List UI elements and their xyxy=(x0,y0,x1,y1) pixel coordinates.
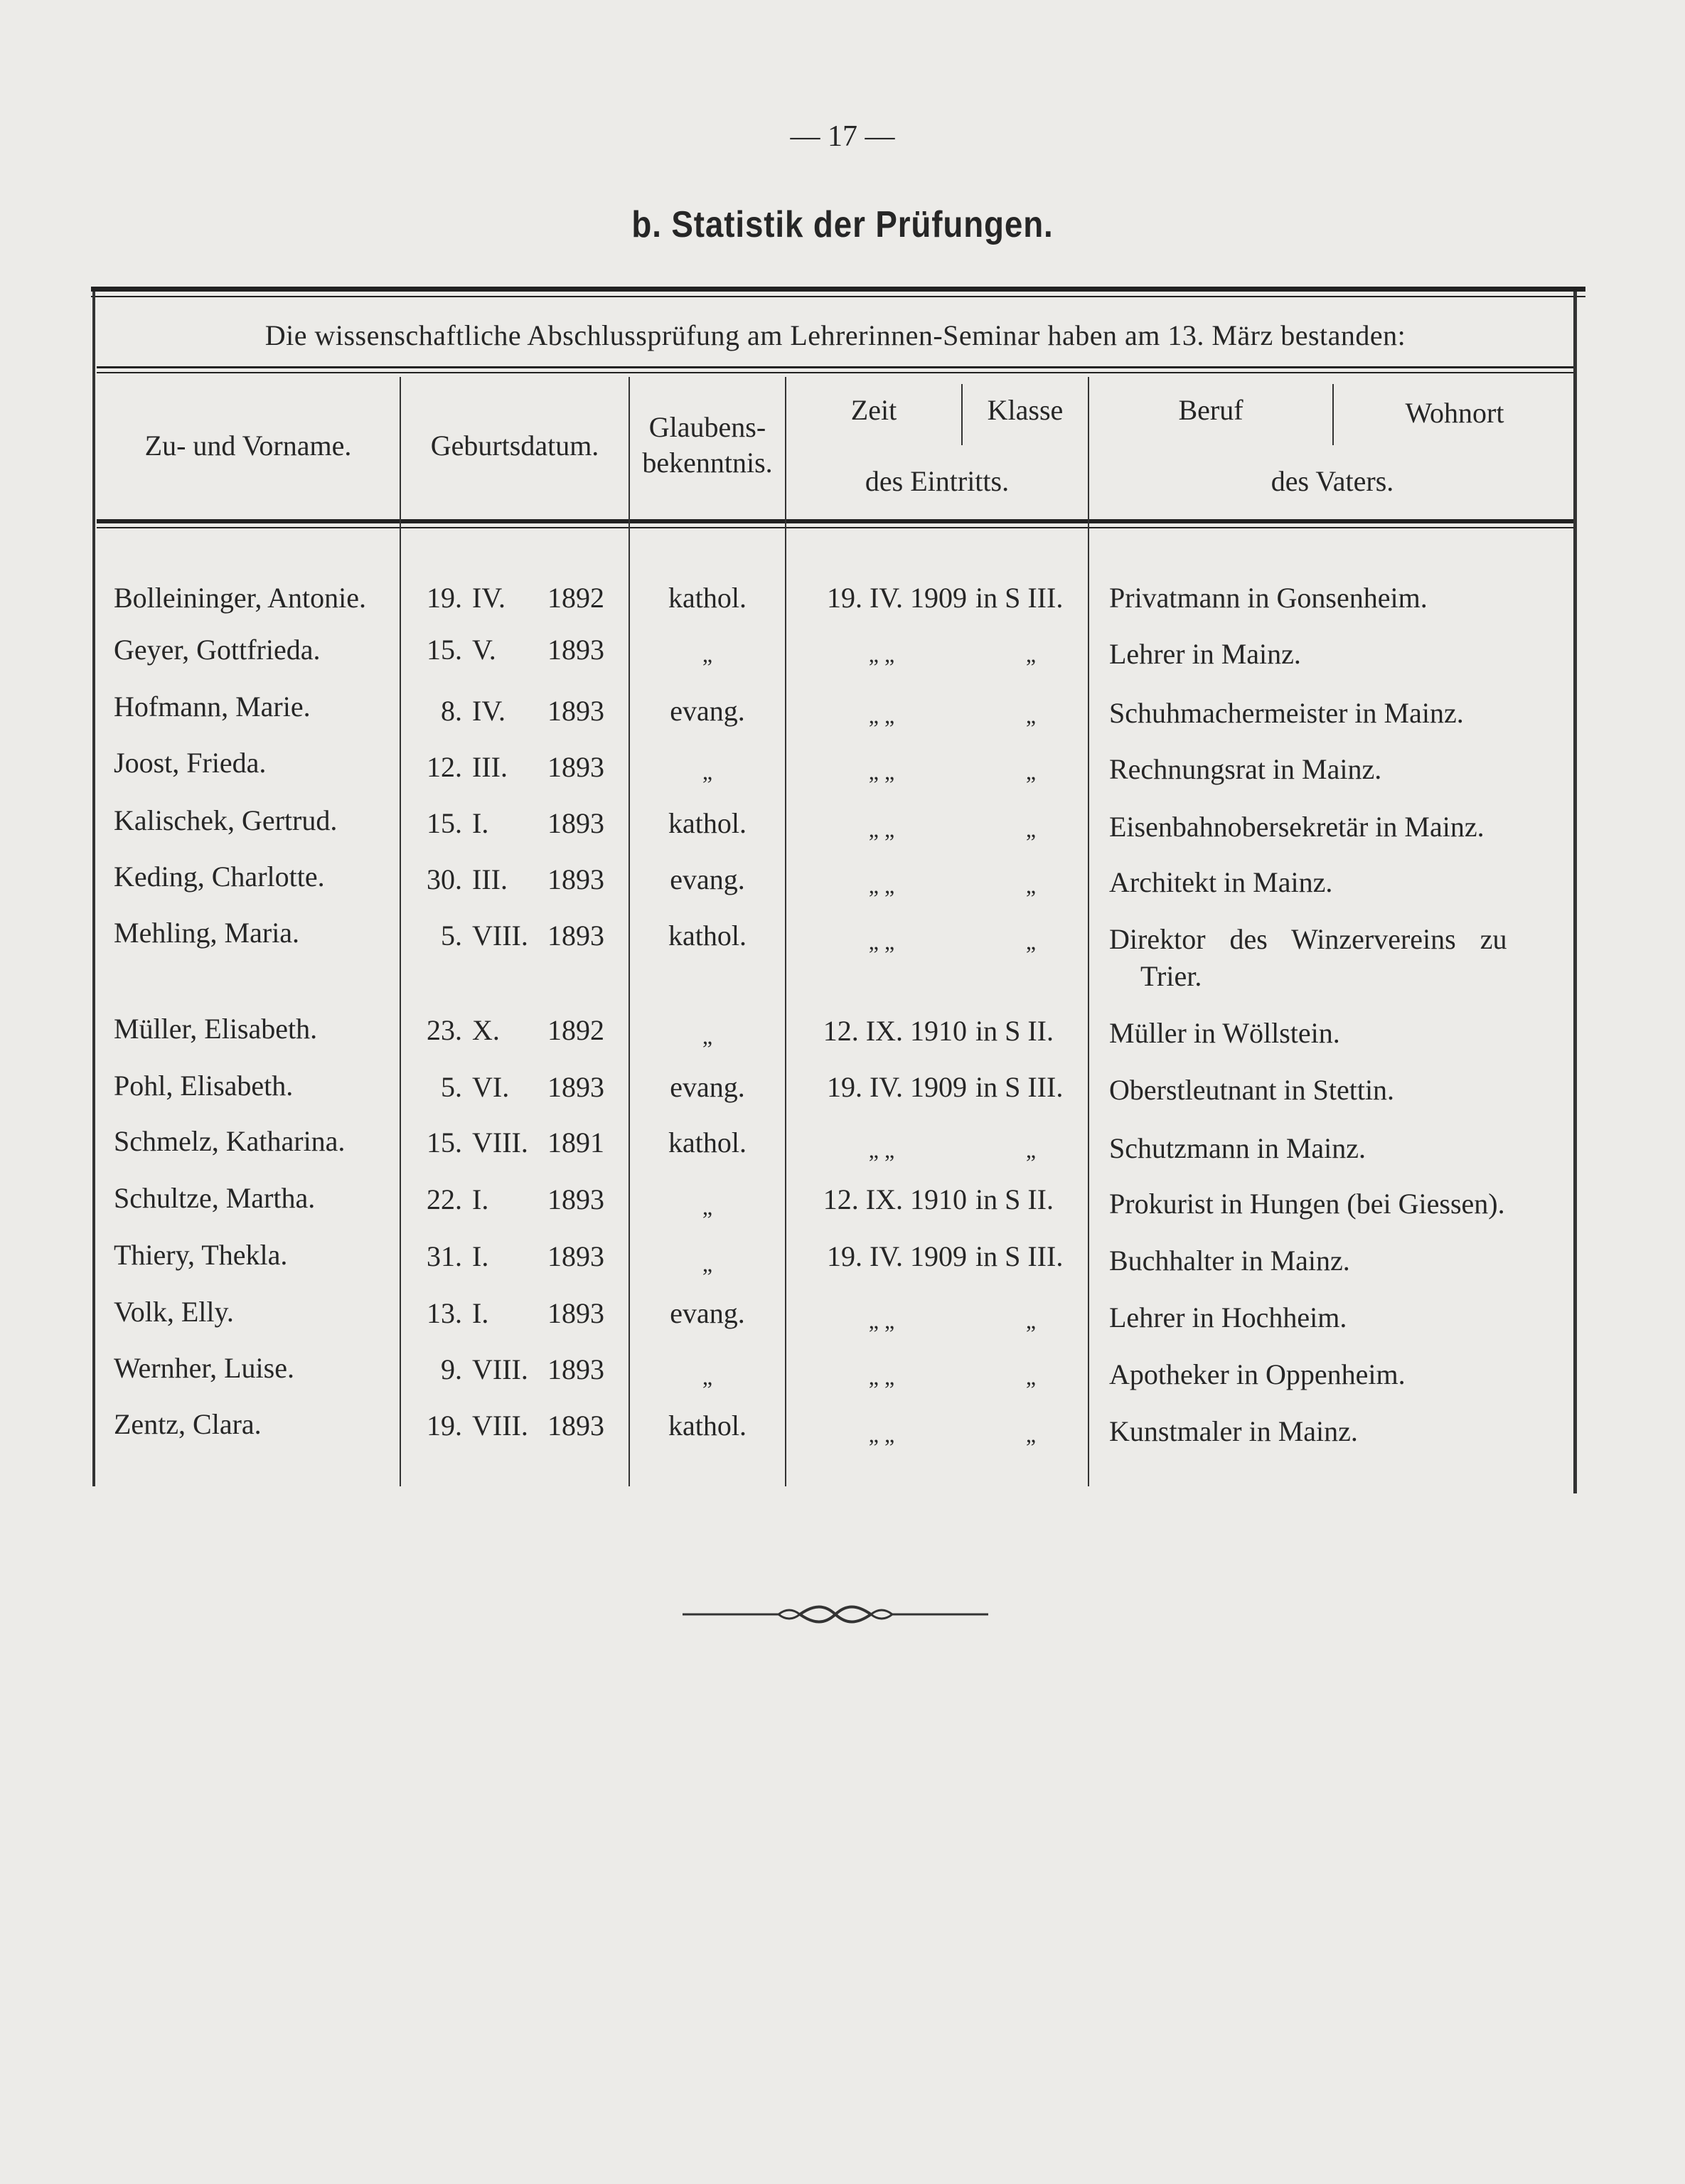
religion: kathol. xyxy=(668,807,747,839)
table-left-border xyxy=(92,292,95,1486)
birth-month: VIII. xyxy=(472,1126,528,1158)
ornament-rule-icon xyxy=(683,1599,988,1627)
student-name: Kalischek, Gertrud. xyxy=(114,804,338,836)
father-occupation-residence: Oberstleutnant in Stettin. xyxy=(1109,1074,1395,1106)
entry-class: „ xyxy=(1025,641,1037,667)
column-divider-religion xyxy=(785,377,786,1486)
header-zeit: Zeit xyxy=(850,394,897,426)
religion: kathol. xyxy=(668,582,747,614)
header-beruf: Beruf xyxy=(1178,394,1243,426)
birth-day: 8. xyxy=(441,695,462,727)
page-number: — 17 — xyxy=(790,120,895,153)
entry-date: „ „ xyxy=(868,1422,895,1447)
father-occupation-residence: Eisenbahnobersekretär in Mainz. xyxy=(1109,811,1485,843)
entry-class: „ xyxy=(1025,703,1037,728)
student-name: Mehling, Maria. xyxy=(114,917,300,949)
birth-month: III. xyxy=(472,863,508,895)
father-occupation-residence: Kunstmaler in Mainz. xyxy=(1109,1415,1358,1447)
student-name: Pohl, Elisabeth. xyxy=(114,1070,294,1102)
religion: kathol. xyxy=(668,920,747,952)
student-name: Keding, Charlotte. xyxy=(114,861,325,893)
birth-month: I. xyxy=(472,1183,489,1215)
table-top-rule-thin xyxy=(91,296,1585,297)
birth-day: 13. xyxy=(427,1297,462,1329)
entry-class: „ xyxy=(1025,816,1037,842)
birth-day: 30. xyxy=(427,863,462,895)
student-name: Geyer, Gottfrieda. xyxy=(114,634,321,666)
entry-class: in S III. xyxy=(975,582,1064,614)
birth-month: III. xyxy=(472,751,508,783)
caption-rule-2 xyxy=(97,372,1576,373)
entry-class: „ xyxy=(1025,1137,1037,1163)
birth-year: 1893 xyxy=(547,1297,604,1329)
birth-day: 19. xyxy=(427,582,462,614)
father-occupation-residence xyxy=(1109,923,1557,956)
entry-date: „ „ xyxy=(868,1364,895,1390)
birth-year: 1893 xyxy=(547,1240,604,1272)
religion: „ xyxy=(702,641,713,667)
entry-class: in S II. xyxy=(975,1183,1054,1215)
father-occupation-residence: Lehrer in Hochheim. xyxy=(1109,1301,1347,1333)
birth-year: 1893 xyxy=(547,1410,604,1442)
birth-year: 1893 xyxy=(547,695,604,727)
birth-day: 5. xyxy=(441,1071,462,1103)
header-rule-thick xyxy=(97,519,1576,523)
header-eintritt: des Eintritts. xyxy=(865,465,1010,497)
student-name: Zentz, Clara. xyxy=(114,1408,262,1440)
student-name: Bolleininger, Antonie. xyxy=(114,582,367,614)
birth-day: 15. xyxy=(427,634,462,666)
entry-date: 19. IV. 1909 xyxy=(826,1071,967,1103)
birth-day: 23. xyxy=(427,1014,462,1046)
entry-class: „ xyxy=(1025,1308,1037,1333)
student-name: Thiery, Thekla. xyxy=(114,1239,288,1271)
entry-date: „ „ xyxy=(868,1137,895,1163)
student-name: Schultze, Martha. xyxy=(114,1182,316,1214)
student-name: Wernher, Luise. xyxy=(114,1352,294,1384)
birth-month: VIII. xyxy=(472,1410,528,1442)
birth-day: 22. xyxy=(427,1183,462,1215)
end-ornament xyxy=(683,1599,988,1631)
birth-year: 1892 xyxy=(547,1014,604,1046)
entry-date: 12. IX. 1910 xyxy=(823,1183,967,1215)
father-occupation-residence: Privatmann in Gonsenheim. xyxy=(1109,582,1428,614)
birth-month: I. xyxy=(472,1240,489,1272)
student-name: Volk, Elly. xyxy=(114,1296,234,1328)
birth-month: IV. xyxy=(472,695,506,727)
header-vater: des Vaters. xyxy=(1271,465,1394,497)
entry-class: in S II. xyxy=(975,1015,1054,1047)
entry-date: 19. IV. 1909 xyxy=(826,1240,967,1272)
entry-date: „ „ xyxy=(868,759,895,784)
entry-class: „ xyxy=(1025,759,1037,784)
birth-day: 19. xyxy=(427,1410,462,1442)
header-wohnort: Wohnort xyxy=(1405,397,1504,429)
entry-date: „ „ xyxy=(868,641,895,667)
birth-year: 1893 xyxy=(547,634,604,666)
header-religion-line2: bekenntnis. xyxy=(642,447,773,479)
birth-month: VIII. xyxy=(472,1353,528,1385)
birth-month: VIII. xyxy=(472,920,528,952)
birth-year: 1891 xyxy=(547,1126,604,1158)
entry-class: „ xyxy=(1025,1364,1037,1390)
birth-year: 1892 xyxy=(547,582,604,614)
birth-day: 5. xyxy=(441,920,462,952)
birth-year: 1893 xyxy=(547,751,604,783)
entry-date: „ „ xyxy=(868,929,895,954)
entry-class: „ xyxy=(1025,1422,1037,1447)
birth-year: 1893 xyxy=(547,920,604,952)
father-occupation-residence: Schutzmann in Mainz. xyxy=(1109,1132,1366,1164)
entry-class: „ xyxy=(1025,873,1037,898)
entry-class: in S III. xyxy=(975,1240,1064,1272)
religion: „ xyxy=(702,1251,713,1277)
religion: „ xyxy=(702,1023,713,1049)
entry-date: 12. IX. 1910 xyxy=(823,1015,967,1047)
entry-date: 19. IV. 1909 xyxy=(826,582,967,614)
entry-date: „ „ xyxy=(868,1308,895,1333)
column-divider-name xyxy=(400,377,401,1486)
religion: evang. xyxy=(670,1297,745,1329)
header-rule-thin xyxy=(97,527,1576,528)
religion: „ xyxy=(702,1194,713,1220)
birth-year: 1893 xyxy=(547,863,604,895)
student-name: Hofmann, Marie. xyxy=(114,691,311,723)
religion: „ xyxy=(702,759,713,784)
father-occupation-residence: Müller in Wöllstein. xyxy=(1109,1017,1340,1049)
birth-day: 15. xyxy=(427,1126,462,1158)
father-occupation-residence: Schuhmachermeister in Mainz. xyxy=(1109,697,1464,729)
entry-class: in S III. xyxy=(975,1071,1064,1103)
birth-year: 1893 xyxy=(547,1071,604,1103)
student-name: Joost, Frieda. xyxy=(114,747,267,779)
table-top-rule-thick xyxy=(91,287,1585,292)
birth-day: 15. xyxy=(427,807,462,839)
religion: kathol. xyxy=(668,1410,747,1442)
birth-year: 1893 xyxy=(547,1353,604,1385)
table-caption: Die wissenschaftliche Abschlussprüfung am Lehrerinnen-Seminar haben am 13. März bestanden: xyxy=(264,319,1406,351)
father-occupation-residence: Prokurist in Hungen (bei Giessen). xyxy=(1109,1188,1505,1220)
birth-day: 9. xyxy=(441,1353,462,1385)
religion: evang. xyxy=(670,1071,745,1103)
birth-month: IV. xyxy=(472,582,506,614)
birth-month: VI. xyxy=(472,1071,510,1103)
birth-year: 1893 xyxy=(547,807,604,839)
birth-day: 31. xyxy=(427,1240,462,1272)
religion: evang. xyxy=(670,695,745,727)
father-line-words: Direktor des Winzervereins zu xyxy=(1109,923,1507,955)
father-occupation-residence-continued: Trier. xyxy=(1140,960,1202,992)
father-occupation-residence: Buchhalter in Mainz. xyxy=(1109,1245,1350,1277)
birth-month: I. xyxy=(472,1297,489,1329)
birth-month: V. xyxy=(472,634,496,666)
father-occupation-residence: Apotheker in Oppenheim. xyxy=(1109,1358,1406,1390)
religion: evang. xyxy=(670,863,745,895)
header-birth: Geburtsdatum. xyxy=(430,430,599,462)
entry-date: „ „ xyxy=(868,873,895,898)
father-occupation-residence: Rechnungsrat in Mainz. xyxy=(1109,753,1382,785)
entry-date: „ „ xyxy=(868,816,895,842)
birth-year: 1893 xyxy=(547,1183,604,1215)
caption-rule-1 xyxy=(97,366,1576,368)
religion: kathol. xyxy=(668,1126,747,1158)
father-occupation-residence: Lehrer in Mainz. xyxy=(1109,638,1301,670)
header-name: Zu- und Vorname. xyxy=(144,430,352,462)
header-religion-line1: Glaubens- xyxy=(648,411,766,443)
father-occupation-residence: Architekt in Mainz. xyxy=(1109,866,1333,898)
birth-month: I. xyxy=(472,807,489,839)
header-klasse: Klasse xyxy=(987,394,1064,426)
entry-class: „ xyxy=(1025,929,1037,954)
section-title: b. Statistik der Prüfungen. xyxy=(631,204,1054,245)
birth-month: X. xyxy=(472,1014,500,1046)
religion: „ xyxy=(702,1364,713,1390)
student-name: Schmelz, Katharina. xyxy=(114,1125,346,1157)
column-divider-entry xyxy=(1088,377,1089,1486)
birth-day: 12. xyxy=(427,751,462,783)
entry-date: „ „ xyxy=(868,703,895,728)
student-name: Müller, Elisabeth. xyxy=(114,1013,318,1045)
